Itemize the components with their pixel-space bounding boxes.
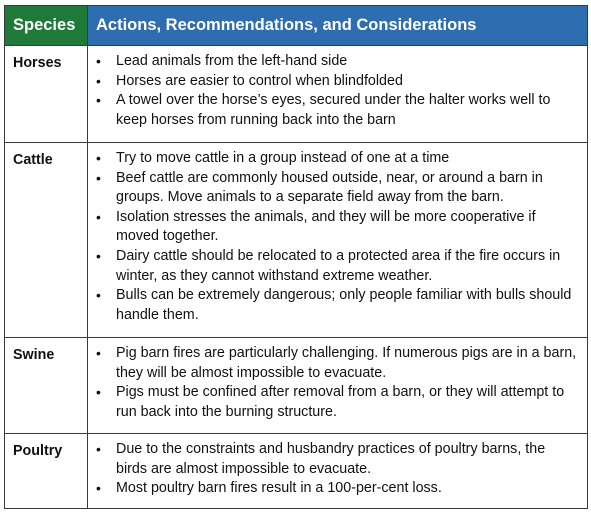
table-row-cattle bbox=[5, 143, 588, 338]
list-item: • Most poultry barn fires result in a 100-per-cent loss. bbox=[116, 479, 579, 499]
list-item: • Horses are easier to control when blindfolded bbox=[116, 72, 579, 92]
list-item: • Dairy cattle should be relocated to a protected area if the fire occurs in winter, as they cannot withstand extreme weather. bbox=[116, 247, 579, 286]
species-cell: Swine bbox=[5, 338, 88, 434]
list-item: • Try to move cattle in a group instead of one at a time bbox=[116, 149, 579, 169]
list-item: • Pig barn fires are particularly challenging. If numerous pigs are in a barn, they will be almost impossible to evacuate. bbox=[116, 344, 579, 383]
list-item: • Beef cattle are commonly housed outside, near, or around a barn in groups. Move animals to a separate field away from the barn. bbox=[116, 169, 579, 208]
species-column-header: Species bbox=[5, 6, 88, 46]
list-item: • Lead animals from the left-hand side bbox=[116, 52, 579, 72]
table-row-swine bbox=[5, 338, 588, 434]
actions-list bbox=[88, 149, 579, 325]
table-row-poultry bbox=[5, 434, 588, 509]
actions-list bbox=[88, 52, 579, 130]
actions-cell bbox=[88, 46, 588, 143]
species-cell: Horses bbox=[5, 46, 88, 143]
evacuation-table bbox=[4, 5, 588, 509]
actions-list bbox=[88, 440, 579, 499]
species-cell: Poultry bbox=[5, 434, 88, 509]
actions-column-header: Actions, Recommendations, and Considerations bbox=[88, 6, 588, 46]
actions-cell bbox=[88, 434, 588, 509]
actions-cell bbox=[88, 143, 588, 338]
header-row bbox=[5, 6, 588, 46]
list-item: • Bulls can be extremely dangerous; only people familiar with bulls should handle them. bbox=[116, 286, 579, 325]
species-cell: Cattle bbox=[5, 143, 88, 338]
table-row-horses bbox=[5, 46, 588, 143]
list-item: • Pigs must be confined after removal from a barn, or they will attempt to run back into the burning structure. bbox=[116, 383, 579, 422]
list-item: • Isolation stresses the animals, and they will be more cooperative if moved together. bbox=[116, 208, 579, 247]
list-item: • Due to the constraints and husbandry practices of poultry barns, the birds are almost impossible to evacuate. bbox=[116, 440, 579, 479]
evacuation-table-container bbox=[4, 5, 587, 509]
actions-cell bbox=[88, 338, 588, 434]
actions-list bbox=[88, 344, 579, 422]
list-item: • A towel over the horse’s eyes, secured under the halter works well to keep horses from running back into the barn bbox=[116, 91, 579, 130]
